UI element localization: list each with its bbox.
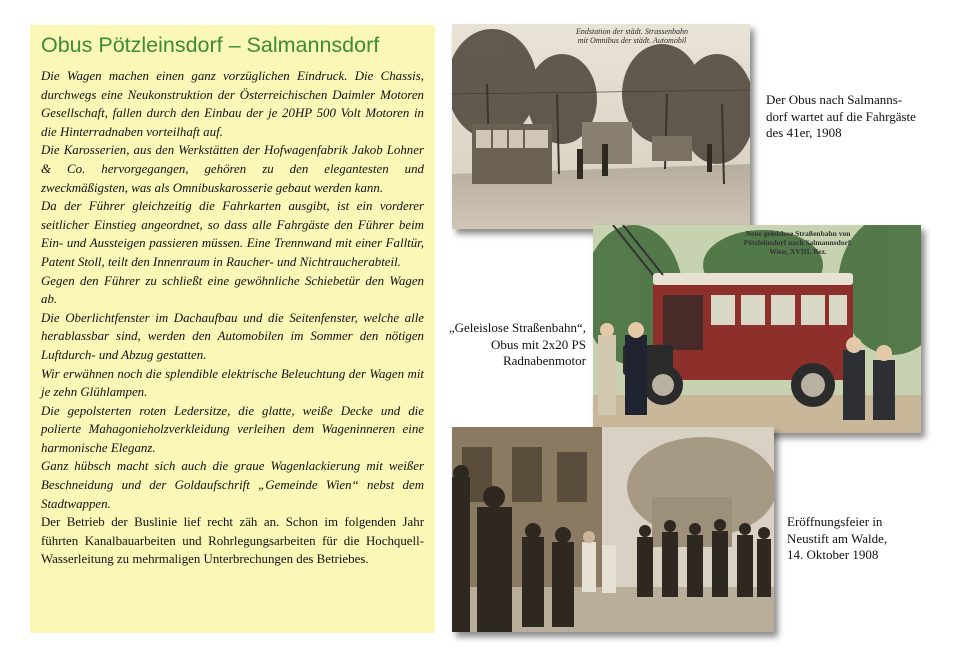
- paragraph: Die Oberlichtfenster im Dachaufbau und die Seitenfenster, welche alle herablassbar sind, werden den Automobilen im Sommer den nötigen Luftdurch- und Abzug gestatten.: [41, 310, 424, 362]
- caption-trolleybus: „Geleislose Straßenbahn“, Obus mit 2x20 PS Radnabenmotor: [448, 320, 586, 368]
- text-panel: [30, 25, 435, 633]
- caption-opening-ceremony: Eröffnungsfeier in Neustift am Walde, 14. Oktober 1908: [787, 514, 888, 562]
- photo-opening-ceremony-image: [452, 427, 774, 632]
- photo-trolleybus-image: [593, 225, 921, 433]
- caption-tram-terminus: Der Obus nach Salmanns- dorf wartet auf die Fahrgäste des 41er, 1908: [766, 92, 916, 140]
- photo1-inscription: Endstation der städt. Strassenbahn mit Omnibus der städt. Automobil: [575, 27, 688, 45]
- paragraph: Gegen den Führer zu schließt eine gewöhnliche Schiebetür den Wagen ab.: [41, 273, 424, 307]
- article-body: [41, 67, 424, 569]
- photo-trolleybus: [593, 225, 921, 433]
- photo-tram-terminus: [452, 24, 750, 229]
- paragraph: Wir erwähnen noch die splendible elektrische Beleuchtung der Wagen mit je zehn Glühlampen.: [41, 366, 424, 400]
- page-title: Obus Pötzleinsdorf – Salmannsdorf: [41, 33, 380, 57]
- paragraph: Die Karosserien, aus den Werkstätten der Hofwagenfabrik Jakob Lohner & Co. hervorgegangen, gehören zu den elegantesten und zweckmäßigsten, was als Omnibuskarosserie gebaut werden kann.: [41, 143, 424, 195]
- photo-tram-terminus-image: [452, 24, 750, 229]
- paragraph: Die gepolsterten roten Ledersitze, die glatte, weiße Decke und die polierte Mahagonieholzverkleidung verleihen dem Wageninneren eine harmonische Eleganz.: [41, 403, 424, 455]
- paragraph: Da der Führer gleichzeitig die Fahrkarten ausgibt, ist ein vorderer seitlicher Einstieg angeordnet, so dass alle Fahrgäste den Führer beim Ein- und Aussteigen passieren müssen. Eine Trennwand mit einer Falltür, Patent Stoll, teilt den Innenraum in Raucher- und Nichtraucherabteil.: [41, 199, 424, 269]
- paragraph: Der Betrieb der Buslinie lief recht zäh an. Schon im folgenden Jahr führten Kanalbauarbeiten und Rohrlegungsarbeiten für die Hochquell-Wasserleitung zu mehrmaligen Unterbrechungen des Betriebes.: [41, 515, 424, 567]
- photo-opening-ceremony: [452, 427, 774, 632]
- paragraph: Ganz hübsch macht sich auch die graue Wagenlackierung mit weißer Beschneidung und der Goldaufschrift „Gemeinde Wien“ nebst dem Stadtwappen.: [41, 459, 424, 511]
- photo2-inscription: Neue geleislose Straßenbahn von Pötzleinsdorf nach Salmannsdorf. Wien, XVIII. Bez.: [743, 229, 853, 256]
- paragraph: Die Wagen machen einen ganz vorzüglichen Eindruck. Die Chassis, durchwegs eine Neukonstruktion der Österreichischen Daimler Motoren Gesellschaft, fallen durch den Einbau der je 20HP 500 Volt Motoren in die Hinterradnaben vorteilhaft auf.: [41, 69, 424, 139]
